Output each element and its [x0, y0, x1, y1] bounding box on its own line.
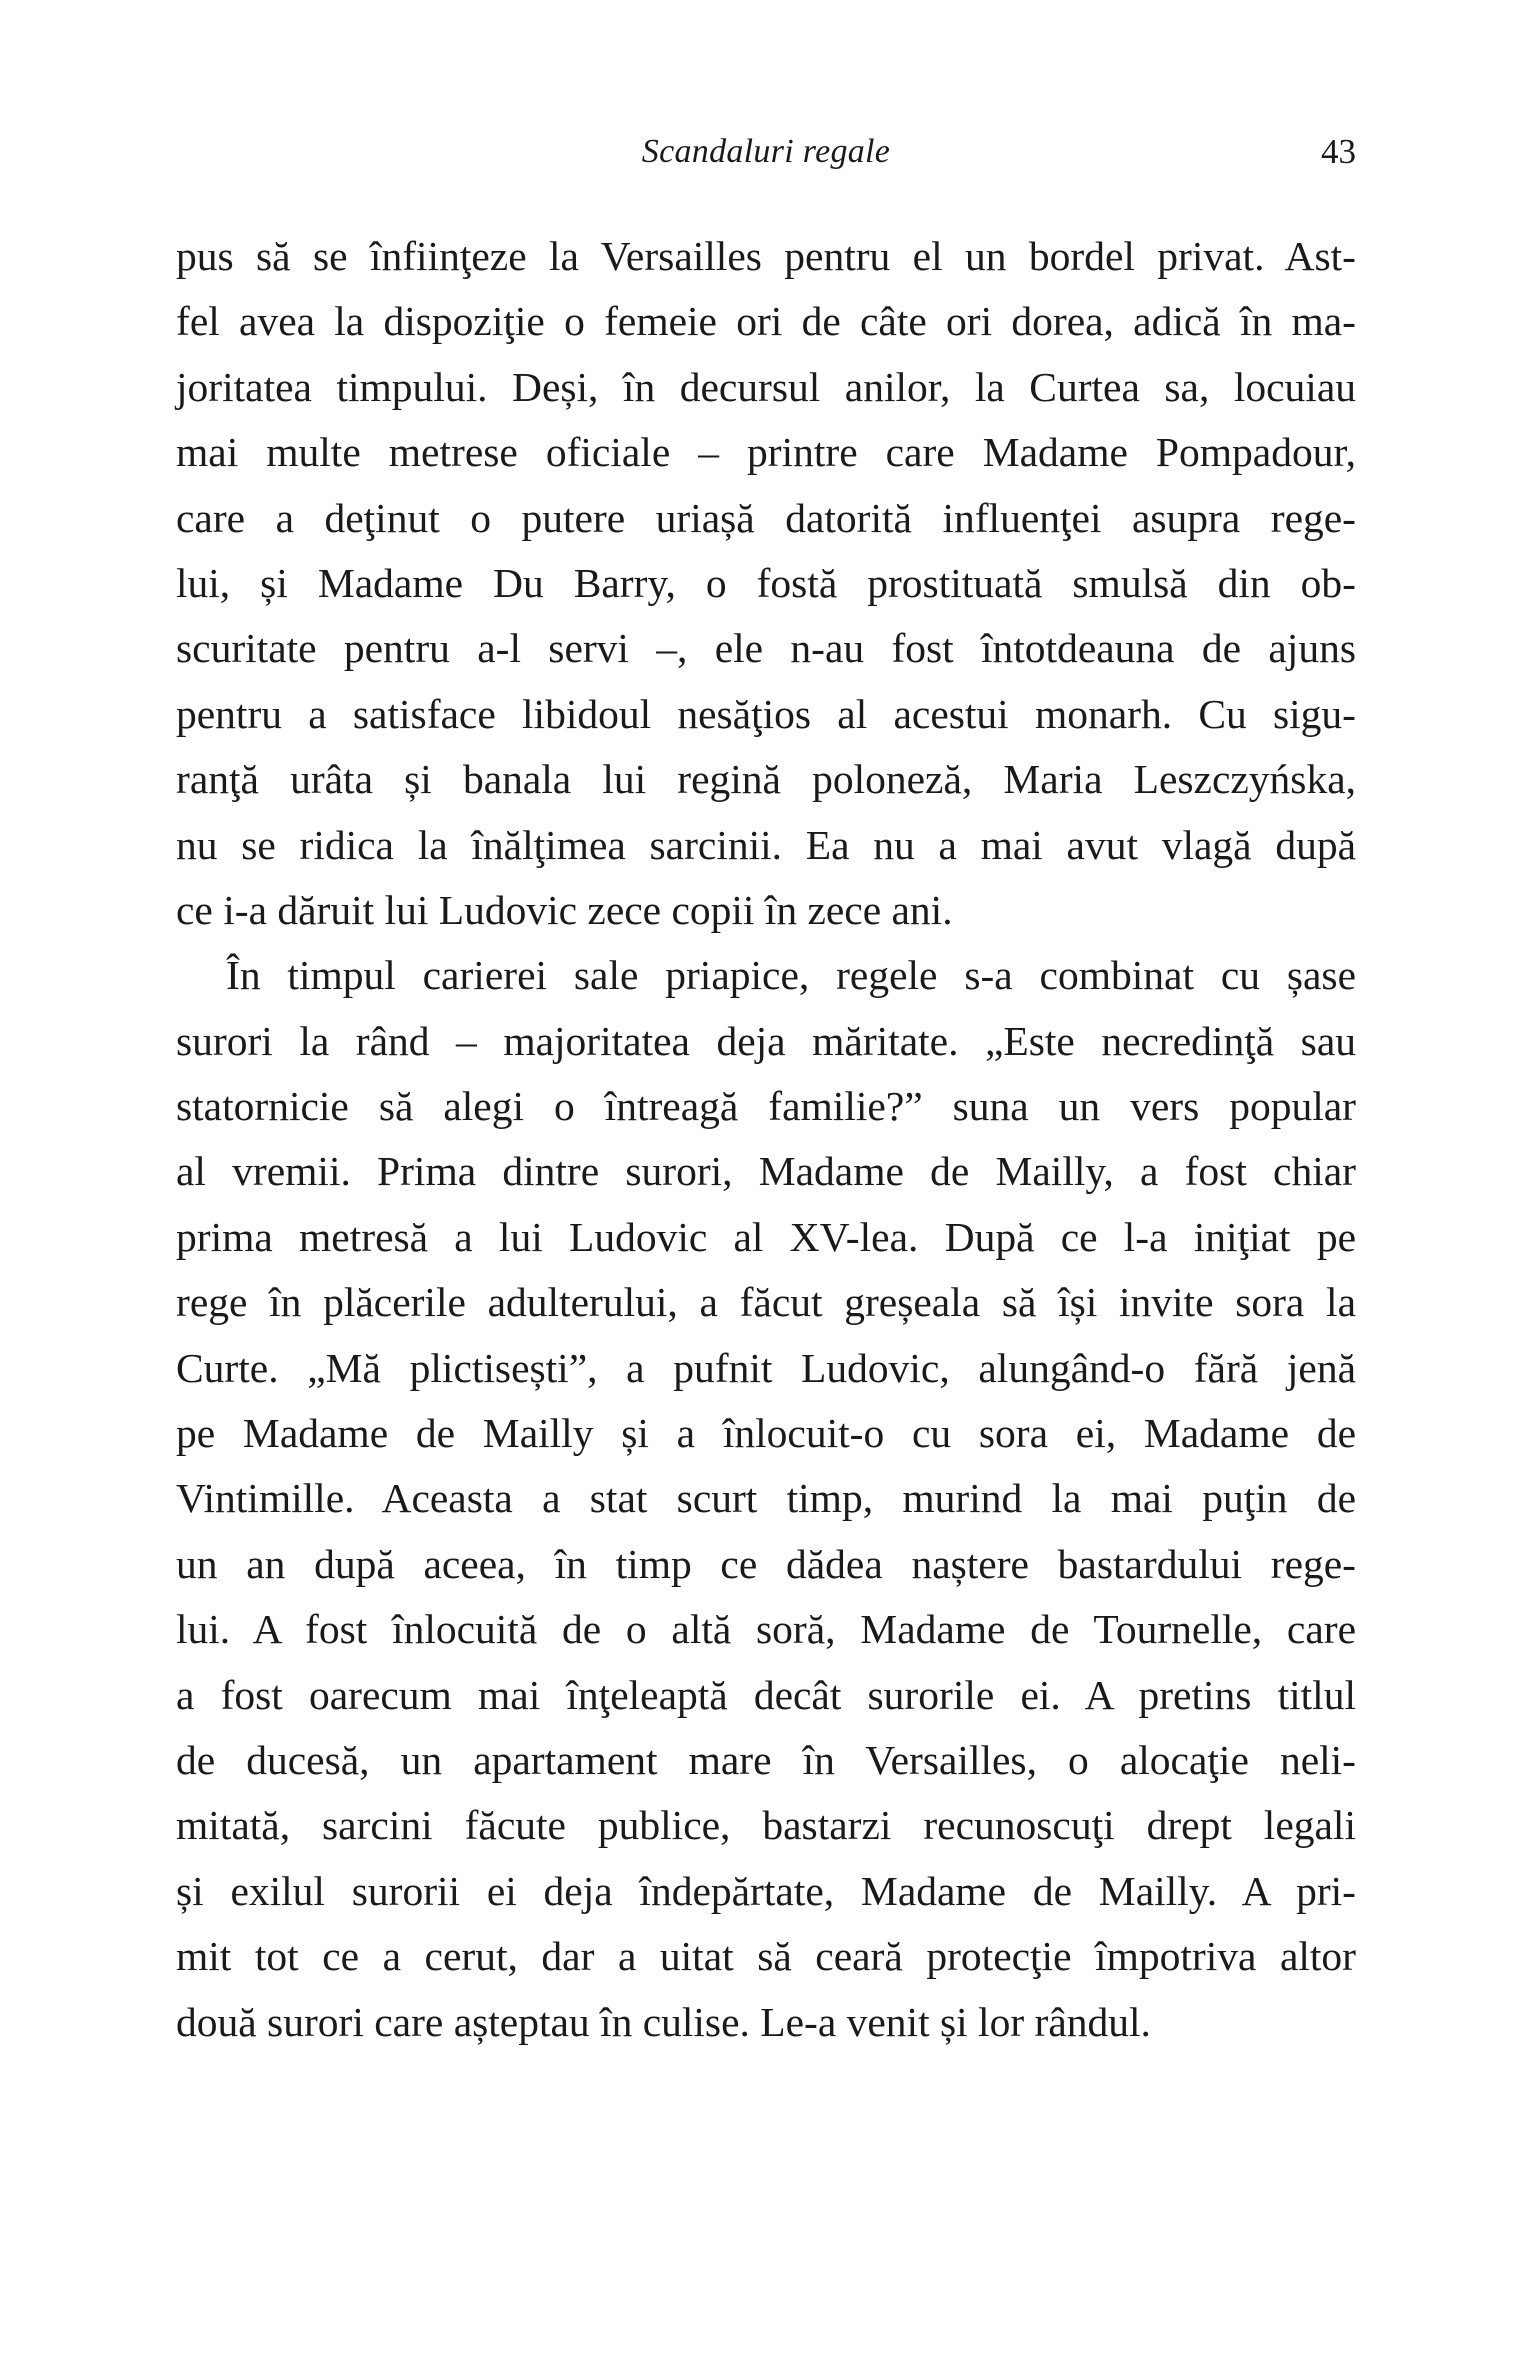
text-line: lui, și Madame Du Barry, o fostă prostituată smulsă din ob-: [176, 559, 1356, 606]
text-line: Curte. „Mă plictisești”, a pufnit Ludovic, alungând-o fără jenă: [176, 1344, 1356, 1391]
running-header: [176, 128, 1356, 176]
paragraph-last-line: ce i-a dăruit lui Ludovic zece copii în zece ani.: [176, 886, 953, 933]
text-line: pus să se înfiinţeze la Versailles pentru el un bordel privat. Ast-: [176, 233, 1356, 279]
text-line: mitată, sarcini făcute publice, bastarzi recunoscuţi drept legali: [176, 1802, 1356, 1849]
text-line: mit tot ce a cerut, dar a uitat să ceară protecţie împotriva altor: [176, 1933, 1356, 1980]
text-line: statornicie să alegi o întreagă familie?” suna un vers popular: [176, 1083, 1356, 1130]
running-title: Scandaluri regale: [641, 133, 891, 170]
text-line: surori la rând – majoritatea deja măritate. „Este necredinţă sau: [176, 1017, 1356, 1064]
text-line: care a deţinut o putere uriașă datorită influenţei asupra rege-: [176, 494, 1356, 541]
text-line: rege în plăcerile adulterului, a făcut greșeala să își invite sora la: [176, 1279, 1356, 1326]
text-line: prima metresă a lui Ludovic al XV-lea. După ce l-a iniţiat pe: [176, 1213, 1356, 1260]
text-line: al vremii. Prima dintre surori, Madame de Mailly, a fost chiar: [176, 1148, 1356, 1195]
text-line: mai multe metrese oficiale – printre care Madame Pompadour,: [176, 429, 1356, 476]
paragraph-first-line: În timpul carierei sale priapice, regele s-a combinat cu șase: [226, 952, 1356, 999]
text-line: un an după aceea, în timp ce dădea naștere bastardului rege-: [176, 1540, 1356, 1587]
text-line: Vintimille. Aceasta a stat scurt timp, murind la mai puţin de: [176, 1475, 1356, 1522]
page-number: 43: [1321, 132, 1356, 171]
text-line: pe Madame de Mailly și a înlocuit-o cu sora ei, Madame de: [176, 1410, 1356, 1457]
text-line: și exilul surorii ei deja îndepărtate, Madame de Mailly. A pri-: [176, 1867, 1356, 1914]
text-line: joritatea timpului. Deși, în decursul anilor, la Curtea sa, locuiau: [176, 363, 1356, 410]
text-line: lui. A fost înlocuită de o altă soră, Madame de Tournelle, care: [176, 1606, 1356, 1653]
text-line: fel avea la dispoziţie o femeie ori de câte ori dorea, adică în ma-: [176, 298, 1356, 345]
body-text: [176, 224, 1356, 2055]
text-line: scuritate pentru a-l servi –, ele n-au fost întotdeauna de ajuns: [176, 625, 1356, 672]
text-line: de ducesă, un apartament mare în Versailles, o alocaţie neli-: [176, 1736, 1356, 1783]
text-line: pentru a satisface libidoul nesăţios al acestui monarh. Cu sigu-: [176, 690, 1356, 737]
text-line: a fost oarecum mai înţeleaptă decât surorile ei. A pretins titlul: [176, 1671, 1356, 1718]
text-line: ranţă urâta și banala lui regină poloneză, Maria Leszczyńska,: [176, 756, 1356, 803]
paragraph-last-line: două surori care așteptau în culise. Le-a venit și lor rândul.: [176, 1998, 1151, 2045]
text-line: nu se ridica la înălţimea sarcinii. Ea nu a mai avut vlagă după: [176, 821, 1356, 868]
